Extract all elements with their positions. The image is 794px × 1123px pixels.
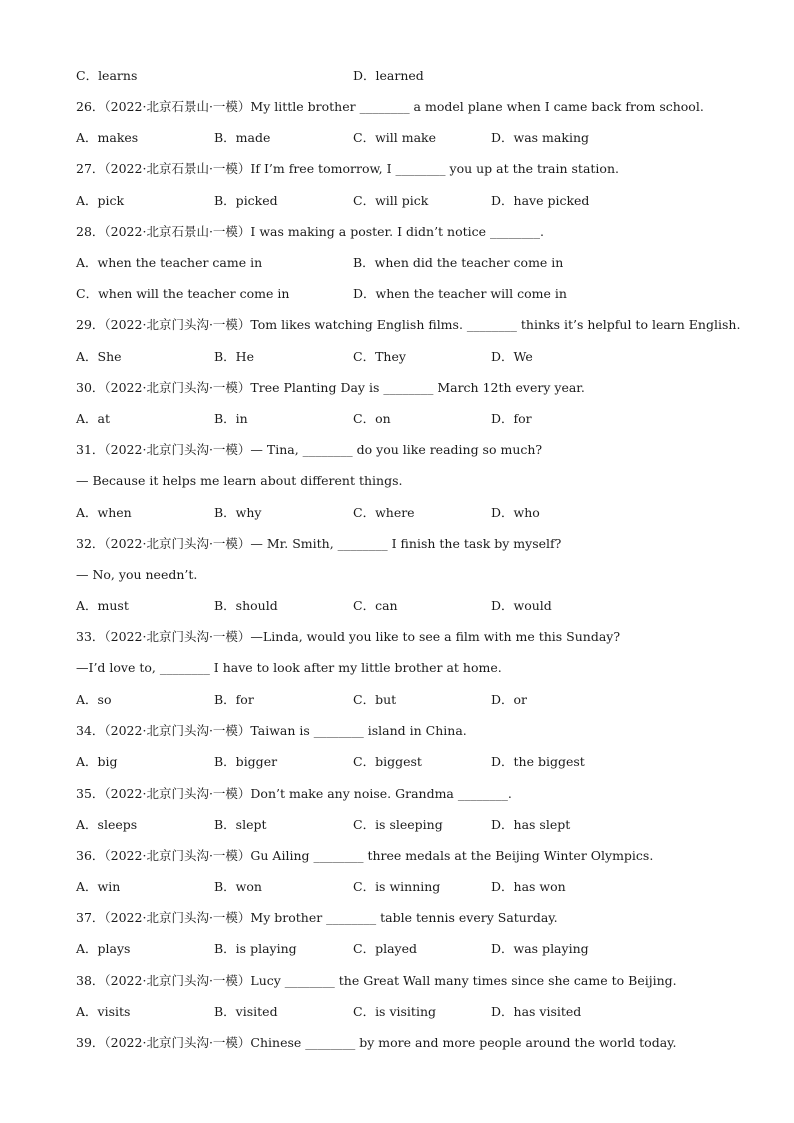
q33-option-b: B．for <box>214 692 254 707</box>
q30-option-a: A．at <box>76 411 111 426</box>
q38-option-a: A．visits <box>76 1004 131 1019</box>
q28-option-b: B．when did the teacher come in <box>353 255 564 270</box>
q38-option-b: B．visited <box>214 1004 278 1019</box>
q35-option-a: A．sleeps <box>76 817 138 832</box>
q29-options <box>76 347 754 367</box>
q26-stem: 26．（2022·北京石景山·一模）My little brother ________ a model plane when I came back from school. <box>76 99 704 114</box>
q32-option-a: A．must <box>76 598 129 613</box>
q31-option-a: A．when <box>76 505 132 520</box>
q37-option-b: B．is playing <box>214 941 297 956</box>
q34-option-b: B．bigger <box>214 754 278 769</box>
q31-reply: — Because it helps me learn about different things. <box>76 473 403 488</box>
q25-option-c: C．learns <box>76 68 138 83</box>
q33-options <box>76 690 754 710</box>
q27-option-d: D．have picked <box>491 193 590 208</box>
q29-option-b: B．He <box>214 349 254 364</box>
q37-stem: 37．（2022·北京门头沟·一模）My brother ________ table tennis every Saturday. <box>76 910 558 925</box>
q31-stem: 31．（2022·北京门头沟·一模）— Tina, ________ do you like reading so much? <box>76 442 543 457</box>
q28-option-c: C．when will the teacher come in <box>76 286 290 301</box>
q38-option-d: D．has visited <box>491 1004 582 1019</box>
q35-option-b: B．slept <box>214 817 267 832</box>
q35-options <box>76 815 754 835</box>
q27-stem: 27．（2022·北京石景山·一模）If I’m free tomorrow, I ________ you up at the train station. <box>76 161 619 176</box>
q35-stem: 35．（2022·北京门头沟·一模）Don’t make any noise. Grandma ________. <box>76 786 512 801</box>
q31-option-d: D．who <box>491 505 540 520</box>
q32-reply: — No, you needn’t. <box>76 567 198 582</box>
q31-options <box>76 503 754 523</box>
q31-option-c: C．where <box>353 505 415 520</box>
q39-stem: 39．（2022·北京门头沟·一模）Chinese ________ by more and more people around the world today. <box>76 1035 677 1050</box>
q27-options <box>76 191 754 211</box>
q26-option-c: C．will make <box>353 130 437 145</box>
q27-option-c: C．will pick <box>353 193 429 208</box>
q37-option-c: C．played <box>353 941 417 956</box>
q27-option-b: B．picked <box>214 193 278 208</box>
q28-options-row1 <box>76 253 754 273</box>
q25-option-d: D．learned <box>353 68 424 83</box>
q33-option-d: D．or <box>491 692 528 707</box>
q38-option-c: C．is visiting <box>353 1004 436 1019</box>
q28-option-a: A．when the teacher came in <box>76 255 263 270</box>
q27-option-a: A．pick <box>76 193 125 208</box>
q33-option-c: C．but <box>353 692 397 707</box>
q34-option-a: A．big <box>76 754 118 769</box>
q36-option-a: A．win <box>76 879 121 894</box>
q29-option-c: C．They <box>353 349 406 364</box>
q36-option-c: C．is winning <box>353 879 441 894</box>
q30-options <box>76 409 754 429</box>
q36-option-d: D．has won <box>491 879 566 894</box>
q30-option-c: C．on <box>353 411 391 426</box>
q36-option-b: B．won <box>214 879 262 894</box>
q33-reply: —I’d love to, ________ I have to look after my little brother at home. <box>76 660 502 675</box>
q34-options <box>76 752 754 772</box>
q32-option-b: B．should <box>214 598 278 613</box>
q34-option-c: C．biggest <box>353 754 422 769</box>
q32-options <box>76 596 754 616</box>
q37-options <box>76 939 754 959</box>
q30-option-b: B．in <box>214 411 248 426</box>
q35-option-c: C．is sleeping <box>353 817 443 832</box>
q34-option-d: D．the biggest <box>491 754 585 769</box>
q38-options <box>76 1002 754 1022</box>
q30-option-d: D．for <box>491 411 532 426</box>
q29-option-d: D．We <box>491 349 533 364</box>
q31-option-b: B．why <box>214 505 262 520</box>
q37-option-a: A．plays <box>76 941 131 956</box>
q32-option-c: C．can <box>353 598 398 613</box>
q36-stem: 36．（2022·北京门头沟·一模）Gu Ailing ________ three medals at the Beijing Winter Olympics. <box>76 848 654 863</box>
q30-stem: 30．（2022·北京门头沟·一模）Tree Planting Day is ________ March 12th every year. <box>76 380 585 395</box>
q29-option-a: A．She <box>76 349 122 364</box>
q29-stem: 29．（2022·北京门头沟·一模）Tom likes watching English films. ________ thinks it’s helpful to learn English. <box>76 317 741 332</box>
q25-options <box>76 66 754 86</box>
q26-options <box>76 128 754 148</box>
q26-option-d: D．was making <box>491 130 589 145</box>
q34-stem: 34．（2022·北京门头沟·一模）Taiwan is ________ island in China. <box>76 723 467 738</box>
q26-option-a: A．makes <box>76 130 139 145</box>
q32-stem: 32．（2022·北京门头沟·一模）— Mr. Smith, ________ I finish the task by myself? <box>76 536 562 551</box>
q28-option-d: D．when the teacher will come in <box>353 286 567 301</box>
q28-options-row2 <box>76 284 754 304</box>
q36-options <box>76 877 754 897</box>
q33-stem: 33．（2022·北京门头沟·一模）—Linda, would you like to see a film with me this Sunday? <box>76 629 621 644</box>
q28-stem: 28．（2022·北京石景山·一模）I was making a poster. I didn’t notice ________. <box>76 224 544 239</box>
q38-stem: 38．（2022·北京门头沟·一模）Lucy ________ the Great Wall many times since she came to Beijing. <box>76 973 677 988</box>
q32-option-d: D．would <box>491 598 552 613</box>
q26-option-b: B．made <box>214 130 271 145</box>
q33-option-a: A．so <box>76 692 112 707</box>
q37-option-d: D．was playing <box>491 941 589 956</box>
q35-option-d: D．has slept <box>491 817 571 832</box>
